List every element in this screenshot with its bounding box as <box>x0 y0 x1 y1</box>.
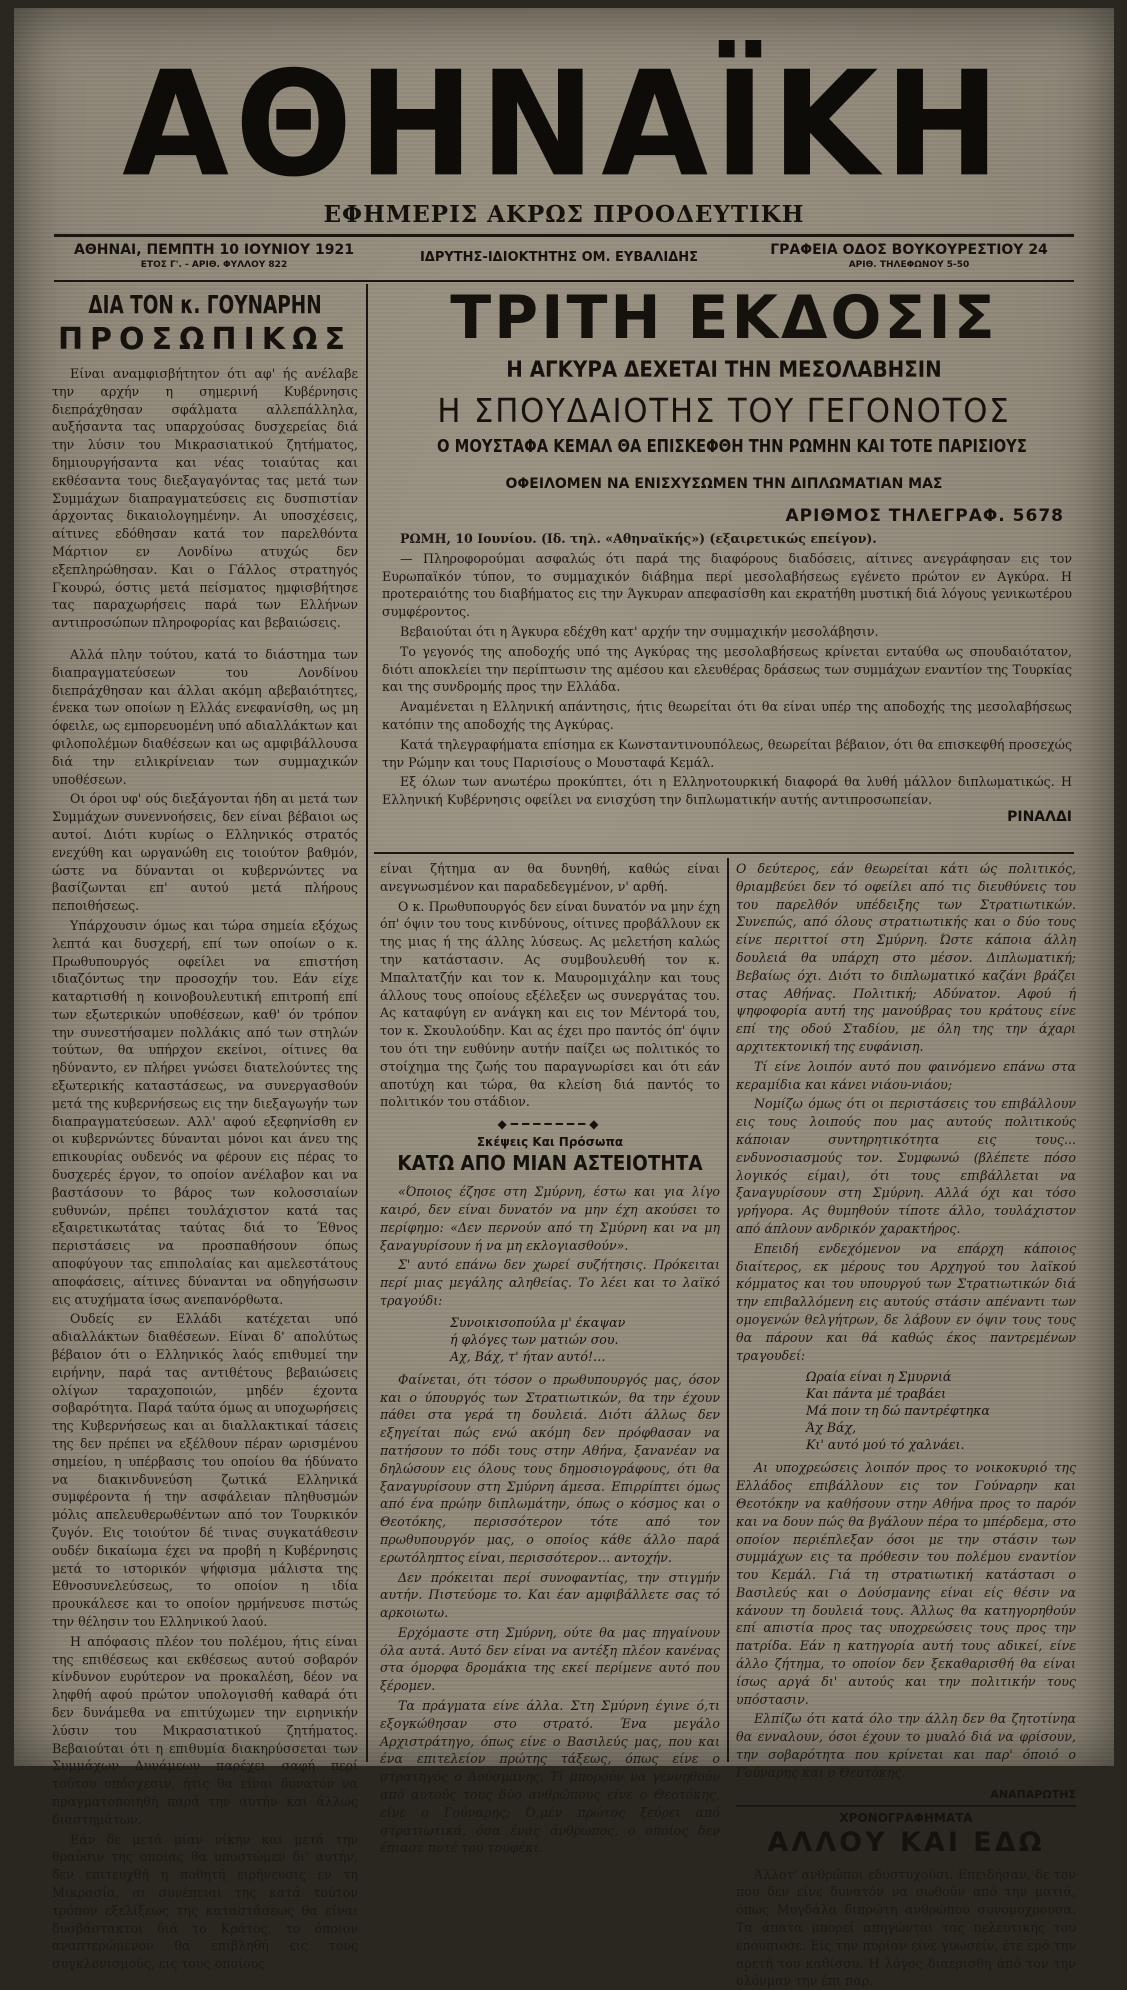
verse-line: Μά ποιν τη δώ παντρέφτηκα <box>806 1403 990 1419</box>
paragraph: Οι όροι υφ' ούς διεξάγονται ήδη αι μετά των Συμμάχων συνεννοήσεις, δεν είναι βέβαιοι ως αυτοί. Διότι κυρίως ο Ελληνικός στρατός ενεχύθη και ωργανώθη εις τοιούτον βαθμόν, ώστε να δύνανται οι κυβερνώντες να βασίζωνται επ' αυτού μετά πλήρους πεποιθήσεως. <box>52 791 358 914</box>
column-rule <box>366 284 368 1762</box>
paragraph: Δεν πρόκειται περί συνοφαντίας, την στιγμήν αυτήν. Πιστεύομε το. Και έαν αμφιβάλλετε σας τό αρκοιωτω. <box>380 1569 720 1621</box>
mid-column <box>380 860 720 1856</box>
paragraph: Υπάρχουσιν όμως και τώρα σημεία εξόχως λεπτά και δυσχερή, επί των οποίων ο κ. Πρωθυπουργός οφείλει να επιστήση ιδιαζόντως την προσοχήν του. Εάν είχε καταρτισθή η κοινοβουλευτική επιτροπή επί των εξωτερικών υποθέσεων, καθ' όν τρόπον την συνεστήσαμεν πολλάκις από των στηλών τούτων, θα υπήρχον εκείνοι, οίτινες θα ηδύναντο, εν πλήρει γνώσει διατελούντες της εξωτερικής καταστάσεως, να συνεργασθούν μετά της κυβερνήσεως εις την διεξαγωγήν των διαπραγματεύσεων. Αλλ' αφού εξεφηνίσθη εν οι κυβερνώντες δύνανται μόνοι και άνευ της επικουρίας ουδενός να φέρουν εις πέρας το δυσχερές έργον, το οποίον ανέλαβον και να βαστάσουν το βάρος των κολοσσιαίων ευθυνών, πρέπει τουλάχιστον κατά τας εξαιρετικωτάτας ταύτας διά το Έθνος περιστάσεις να προσπαθήσουν όπως αποφύγουν τας επιπολαίας και αμελεστάτους αποφάσεις, αίτινες δύνανται να οδηγήσωσιν εις ατυχήματα ίσως ανεπανόρθωτα. <box>52 917 358 1307</box>
chronicle-label: ΧΡΟΝΟΓΡΑΦΗΜΑΤΑ <box>736 1805 1076 1825</box>
paragraph: Νομίζω όμως ότι οι περιστάσεις του επιβάλλουν εις τους λοιπούς που μας αυτούς πολιτικούς κάποιαν συντηρητικότητα εις τους... ενδυνοσιασμούς τον. Συμφωνώ (βλέπετε πόσο λογικός είμαι), ότι τους επιβάλλεται να ξαναγυρίσουν στη Σμύρνη. Αλλά όχι και τόσο γρήγορα. Ας θυμηθούν τίποτε άλλο, τουλάχιστον από άπλουν ανδρικόν χαρακτήρος. <box>736 1096 1076 1236</box>
main-headline-2: Η ΣΠΟΥΔΑΙΟΤΗΣ ΤΟΥ ΓΕΓΟΝΟΤΟΣ <box>437 391 1011 430</box>
paragraph: Άλλοτ' ανθρώποι εδυστυχούσι. Επειδήσαν, δε τον που δεν είνε δυνατόν να σωθούν από την ματιά, όπως Μυγδάλα διπρώτη ανθρώπου συνομοχρουσα. Τα άπατα μπορεί απηγώνται τας πελευτικής του επουπιοσε. Είς την πυρίαν είνε γυωσείν, έτε εμό την αρετή του καθίσσυ. Η λόγος διαερισθη άπό τον την ολόνμαν την έπι παρ. <box>736 1866 1076 1989</box>
paragraph: Η απόφασις πλέον του πολέμου, ήτις είναι της επιθέσεως και εκθέσεως αυτού σοβαρόν κίνδυνον ευρύτερον να προκαλέση, δέον να ληφθή αφού πρώτον υπολογισθή καθαρά ότι δεν δυνάμεθα να επιτύχωμεν την ειρηνικήν λύσιν του Μικρασιατικού ζητήματος. Βεβαιούται ότι η επιθυμία διακηρύσσεται των Συμμάχων Δυνάμεων παρέχει σαφή περί τούτου υπόσχεσιν, ήτις θα είναι δυνατόν να πραγματοποιηθή παρά την αυτήν και άλλως διαστημάτων. <box>52 1633 358 1827</box>
paragraph: — Πληροφορούμαι ασφαλώς ότι παρά της διαφόρους διαδόσεις, αίτινες ανεγράφησαν εις τον Ευρωπαϊκόν τύπον, το συμμαχικόν διάβημα περί μεσολαβήσεως εγένετο πρώτον εν Αγκύρα. Η προτεραιότης του διαβήματος εις την Άγκυραν απεφασίσθη και εκρατήθη μυστική διά λόγους γενικωτέρου συμφέροντος. <box>382 550 1072 620</box>
main-banner: ΤΡΙΤΗ ΕΚΔΟΣΙΣ <box>450 283 998 353</box>
verse-line: Αχ, Βάχ, τ' ήταν αυτό!… <box>450 1348 606 1364</box>
main-headline-3: Ο ΜΟΥΣΤΑΦΑ ΚΕΜΑΛ ΘΑ ΕΠΙΣΚΕΦΘΗ ΤΗΝ ΡΩΜΗΝ ΚΑΙ ΤΟΤΕ ΠΑΡΙΣΙΟΥΣ <box>437 436 1027 457</box>
left-column <box>52 290 358 1972</box>
left-article-headline: ΠΡΟΣΩΠΙΚΩΣ <box>57 322 353 357</box>
song-verse <box>450 1314 720 1365</box>
verse-line: Και πάντα μέ τραβάει <box>806 1386 947 1402</box>
verse-line: Συνοικισοπούλα μ' έκαψαν <box>450 1314 626 1330</box>
divider <box>374 852 1074 854</box>
paragraph: Βεβαιούται ότι η Άγκυρα εδέχθη κατ' αρχήν την συμμαχικήν μεσολάβησιν. <box>400 623 879 639</box>
main-headline-1: Η ΑΓΚΥΡΑ ΔΕΧΕΤΑΙ ΤΗΝ ΜΕΣΟΛΑΒΗΣΙΝ <box>506 358 942 383</box>
divider <box>54 234 1074 237</box>
paragraph: Ουδείς εν Ελλάδι κατέχεται υπό αδιαλλάκτων διαθέσεων. Είναι δ' απολύτως βέβαιον ότι ο Ελληνικός λαός επιθυμεί την ειρήνην, παρά τας αντιθέτους βεβαιώσεις ολίγων ταραχοποιών, μηδέν έχοντα σοβαρότητα. Παρά ταύτα όμως αι υποχωρήσεις της Κυβερνήσεως και αι διαλλακτικαί τάσεις της δεν πρέπει να εξέλθουν πέραν ωρισμένου σημείου, η υπέρβασις του οποίου θα ήδύνατο να διακινδυνεύση ζωτικά Ελληνικά συμφέροντα ή την ασφάλειαν πληθυσμών μόλις απελευθερωθέντων από τον Τουρκικόν ζυγόν. Εις τοιούτον δέ τινας συγκατάθεσιν ουδέν δικαίωμα έχει να προβή η Κυβέρνησις μετά το ιστορικόν ψήφισμα μάλιστα της Εθνοσυνελεύσεως, το οποίον η ιδία προυκάλεσε και το οποίον ηρμήνευσε πιστώς την θέλησιν του Ελληνικού λαού. <box>52 1311 358 1629</box>
paragraph: Σ' αυτό επάνω δεν χωρεί συζήτησις. Πρόκειται περί μιας μεγάλης αληθείας. Το λέει και το λαϊκό τραγούδι: <box>380 1257 720 1308</box>
chronicle-title: ΑΛΛΟΥ ΚΑΙ ΕΔΩ <box>767 1826 1045 1858</box>
main-headline-4: ΟΦΕΙΛΟΜΕΝ ΝΑ ΕΝΙΣΧΥΣΩΜΕΝ ΤΗΝ ΔΙΠΛΩΜΑΤΙΑΝ ΜΑΣ <box>505 476 943 492</box>
paragraph: Τί είνε λοιπόν αυτό που φαινόμενο επάνω στα κεραμίδια και κάνει νιάου-νιάου; <box>736 1058 1076 1092</box>
newspaper-page <box>14 8 1114 1989</box>
office-address: ΓΡΑΦΕΙΑ ΟΔΟΣ ΒΟΥΚΟΥΡΕΣΤΙΟΥ 24 <box>770 242 1048 258</box>
main-dateline: ΡΩΜΗ, 10 Ιουνίου. (Ιδ. τηλ. «Αθηναϊκής») (εξαιρετικώς επείγον). <box>400 531 877 546</box>
paragraph: Αναμένεται η Ελληνική απάντησις, ήτις θεωρείται ότι θα είναι υπέρ της αποδοχής της μεσολαβήσεως κατόπιν της αποδοχής της Αγκύρας. <box>382 699 1072 732</box>
verse-line: ή φλόγες των ματιών σου. <box>450 1331 619 1347</box>
paragraph: Αλλά πλην τούτου, κατά το διάστημα των διαπραγματεύσεων του Λονδίνου διεπράχθησαν και άλλαι ακόμη αβεβαιότητες, ένεκα των οποίων η Ελλάς ενεφανίσθη, ως μη όφειλε, ως εμπορευομένη υπό αδιαλλάκτων και φιλοπολέμων διαθέσεων και ως αμφιβάλλουσα διά την ειλικρίνειαν των συμμαχικών υποθέσεων. <box>52 646 358 787</box>
section-label: Σκέψεις Και Πρόσωπα <box>476 1135 624 1150</box>
date-block <box>64 242 364 270</box>
dateline-bar <box>54 242 1074 282</box>
verse-line: Ωραία είναι η Σμυρνιά <box>806 1369 952 1385</box>
paragraph: Είναι αναμφισβήτητον ότι αφ' ής ανέλαβε την αρχήν η σημερινή Κυβέρνησις διεπράχθησαν σφάλματα αλλεπάλληλα, αυξήσαντα τας υπαρχούσας δυσχερείας διά την λύσιν του Μικρασιατικού ζητήματος, δημιουργήσαντα και νέας τοιαύτας και εκθέσαντα τους διεξαγαγόντας τας μετά των Συμμάχων διαπραγματεύσεις εις δυσπιστίαν άρχοντας δικαιολογημένην. Αι υποσχέσεις, αίτινες εδόθησαν κατά τον παρελθόντα Μάρτιον εν Λονδίνω ατυχώς δεν εξεπληρώθησαν. Και ο Γάλλος στρατηγός Γκουρώ, όστις μετά πείσματος ημφισβήτησε τας παραχωρήσεις παρά των Ελλήνων αντιπροσώπων πληροφορίας και βεβαιώσεις. <box>52 366 358 631</box>
masthead-title: ΑΘΗΝΑΪΚΗ <box>122 39 1006 210</box>
left-article-kicker: ΔΙΑ ΤΟΝ κ. ΓΟΥΝΑΡΗΝ <box>88 290 322 319</box>
paragraph: Εάν δε μετά μίαν νίκην και μετά την θραύσιν της οποίας θα υποστώμεν δι' αυτήν, δεν επιτευχθή η ποθητή ειρήνευσις εν τη Μικρασία, αι συνέπειαι της κατά τούτον τρόπον εξελίξεως της καταστάσεως θα είναι δυσβάστακτοι διά το Κράτος, το όποιον αναπτερώμενον θα επιβληθή εις τους συγκλονισμούς, εις τους οποίους <box>52 1831 358 1972</box>
divider <box>54 280 1074 282</box>
paragraph: «Όποιος έζησε στη Σμύρνη, έστω και για λίγο καιρό, δεν είναι δυνατόν να μην έχη ακούσει το περίφημο: «Δεν περνούν από τη Σμύρνη και να μη ξαναγυρίσουν ή να μη εκλογιασθούν». <box>380 1184 720 1253</box>
verse-line: Άχ Βάχ, <box>806 1420 857 1436</box>
paragraph: Κατά τηλεγραφήματα επίσημα εκ Κωνσταντινουπόλεως, θεωρείται βέβαιον, ότι θα επισκεφθή προσεχώς την Ρώμην και τους Παρισίους ο Μουσταφά Κεμάλ. <box>382 736 1072 770</box>
ornament-divider: ◆━━━━━━━◆ <box>497 1117 603 1132</box>
song-verse <box>806 1368 1076 1453</box>
office-phone: ΑΡΙΘ. ΤΗΛΕΦΩΝΟΥ 5-50 <box>848 260 970 270</box>
office-block <box>744 242 1074 270</box>
main-signature: ΡΙΝΑΛΔΙ <box>1007 808 1072 825</box>
paragraph: Φαίνεται, ότι τόσον ο πρωθυπουργός μας, όσον και ο ύπουργός των Στρατιωτικών, θα την έχουν πάθει στα γερά τη δουλειά. Διότι άλλως δεν εξηγείται πώς ενώ ακόμη δεν πρόφθασαν να πατήσουν το πόδι τους στην Αθήνα, ξανανέαν να δηλώσουν εις όλους τους δημοσιογράφους, ότι θα ξαναγυρίσουν στη Σμύρνη άμεσα. Επιρρίπτει όμως από ένα πρώην διπλωμάτην, όπως ο κόσμος και ο Θεοτόκης, περισσότερον τότε από τον πρωθυπουργόν μας, ο οποίος κάθε άλλο παρά ερωτόληπτος είναι, περισσότερον… αντοχήν. <box>380 1371 720 1565</box>
paragraph: Ερχόμαστε στη Σμύρνη, ούτε θα μας πηγαίνουν όλα αυτά. Αυτό δεν είναι να αντέξη πλέον κανένας στα όμορφα δρομάκια της εκεί περίμενε αυτό που ξέρομεν. <box>380 1624 720 1694</box>
main-story-body <box>382 530 1072 850</box>
issue-number: ΕΤΟΣ Γ'. - ΑΡΙΘ. ΦΥΛΛΟΥ 822 <box>140 260 288 270</box>
section-title: ΚΑΤΩ ΑΠΟ ΜΙΑΝ ΑΣΤΕΙΟΤΗΤΑ <box>397 1151 703 1176</box>
paragraph: Επειδή ενδεχόμενον να επάρχη κάποιος διαίτερος, εκ μέρους του Αρχηγού του λαϊκού κόμματος και του υπουργού των Στρατιωτικών διά την επιβαλλόμενη εις αυτούς στάσιν απέναντι των ομογενών θελγήτρων, δε λάβουν εν όψιν τους τους θα πάρουν και θά καθώς έκος παντρεμένων τραγουδεί: <box>736 1240 1076 1363</box>
column-rule <box>727 858 729 1762</box>
issue-date: ΑΘΗΝΑΙ, ΠΕΜΠΤΗ 10 ΙΟΥΝΙΟΥ 1921 <box>74 242 354 258</box>
paragraph: Ελπίζω ότι κατά όλο την άλλη δεν θα ζητοτίνηα θα ενναλουν, όσοι έχουν το μυαλό διά να φρίσουν, την σοβαρότητα που κρίνεται και παρ' όποιό ο Γούναρης και ο Θεοτόκης. <box>736 1711 1076 1780</box>
paragraph: Τα πράγματα είνε άλλα. Στη Σμύρνη έγινε ό,τι εξογκώθησαν στο στρατό. Ένα μεγάλο Αρχιστράτηγο, όπως είνε ο Βασιλεύς μας, που και ένα επιτελείον πρώτης τάξεως, όπως είνε ο στρατηγός ο Δούσμανης. Τί μπορούν να γεννηθούν από αυτούς τους δύο ανθρώπους είνε ο Θεοτόκης, είνε ο Γούναρης; Ό,μέν πρώτος ξεύρει από στρατιωτικά, όσα ένας άνθρωπος, ο οποίος δεν έπιασε ποτέ του τουφέκι. <box>380 1698 720 1856</box>
telegram-number: ΑΡΙΘΜΟΣ ΤΗΛΕΓΡΑΦ. 5678 <box>785 506 1064 526</box>
masthead-tagline: ΕΦΗΜΕΡΙΣ ΑΚΡΩΣ ΠΡΟΟΔΕΥΤΙΚΗ <box>323 201 805 228</box>
verse-line: Κι' αυτό μού τό χαλνάει. <box>806 1437 965 1453</box>
paragraph: είναι ζήτημα αν θα δυνηθή, καθώς είναι ανεγνωσμένον και παραδεδεγμένον, ν' αρθή. <box>380 861 720 894</box>
right-column <box>736 860 1076 1989</box>
paragraph: Ο κ. Πρωθυπουργός δεν είναι δυνατόν να μην έχη όπ' όψιν του τους κινδύνους, οίτινες προβάλλουν εκ της μιας ή της άλλης λύσεως. Ας μελετήση καλώς την κατάστασιν. Ας συμβουλευθή τον κ. Μπαλτατζήν και τον κ. Μαυρομιχάλην και τους άλλους τους οποίους εξέλεξεν ως συνεργάτας του. Ας καταφύγη εν ανάγκη και εις τον Μέντορά του, τον κ. Σκουλούδην. Και ας έχει προ παντός όπ' όψιν του ότι την ευθύνην αυτήν παίζει ως πολιτικός το στοίχημα της ζωής του παραγνωρίσει και ότι εάν αποτύχη και τώρα, θα κλείση διά παντός το πολιτικόν του στάδιον. <box>380 898 720 1110</box>
paragraph: Ο δεύτερος, εάν θεωρείται κάτι ώς πολιτικός, θριαμβεύει δεν τό οφείλει από τις διευθύνεις του του παρελθόν υπέδειξης των Στρατιωτικών. Συνεπώς, από όλους στρατιωτικής και ο δύο τους είνε περιττοί στη Σμύρνη. Ώστε κάποια άλλη δουλειά θα υπάρχη στο μέσον. Διπλωματική; Βεβαίως όχι. Διότι το διπλωματικό καζάνι βράζει στας Αθήνας. Πολιτική; Αδύνατον. Αφού ή ψηφοφορία αυτή της μανούβρας του κράτους είνε επί της οδού Σταδίου, με όλη της την άχαρι αρχιτεκτονική της ευφάνιση. <box>736 861 1076 1054</box>
founder-line: ΙΔΡΥΤΗΣ-ΙΔΙΟΚΤΗΤΗΣ ΟΜ. ΕΥΒΑΛΙΔΗΣ <box>419 250 699 265</box>
paragraph: Εξ όλων των ανωτέρω προκύπτει, ότι η Ελληνοτουρκική διαφορά θα λυθή μάλλον διπλωματικώς. Η Ελληνική Κυβέρνησις οφείλει να ενισχύση την διπλωματικήν αυτής αντιπροσωπείαν. <box>382 774 1072 808</box>
paragraph: Το γεγονός της αποδοχής υπό της Αγκύρας της μεσολαβήσεως κρίνεται ενταύθα ως σπουδαιότατον, διότι αποκλείει την περίπτωσιν της αμέσου και ελευθέρας δράσεως των συμμάχων εναντίον της Τουρκίας και της συνδρομής προς την Ελλάδα. <box>382 643 1072 695</box>
paragraph: Αι υποχρεώσεις λοιπόν προς το νοικοκυριό της Ελλάδος επιβάλλουν εις τον Γούναρην και Θεοτόκην να καθήσουν στην Αθήνα προς το παρόν και να δουν πώς θα βγάλουν πέρα το μπέρδεμα, στο οποίον περιέπλεξαν όσοι με την στάσιν των συμμάχων εις τα πρόθεσιν του πολέμου εναντίον του Κεμάλ. Γιά τη στρατιωτική κατάστασι ο Βασιλεύς και ο Δούσμανης είναι είς θέσιν να κάνουν τη δουλειά τους. Άλλως θα κατηγορηθούν επί απιστία προς τας υποχρεώσεις τους προς την πατρίδα. Εάν η κατηγορία αυτή τους αδικεί, είνε άλλο ζήτημα, το οποίον δεν ξεκαθαρισθή θα είναι ίσως αργά δι' αυτούς και την πολιτικήν τους υπόστασιν. <box>736 1460 1076 1707</box>
author-name: ΑΝΑΠΑΡΩΤΗΣ <box>990 1787 1076 1801</box>
